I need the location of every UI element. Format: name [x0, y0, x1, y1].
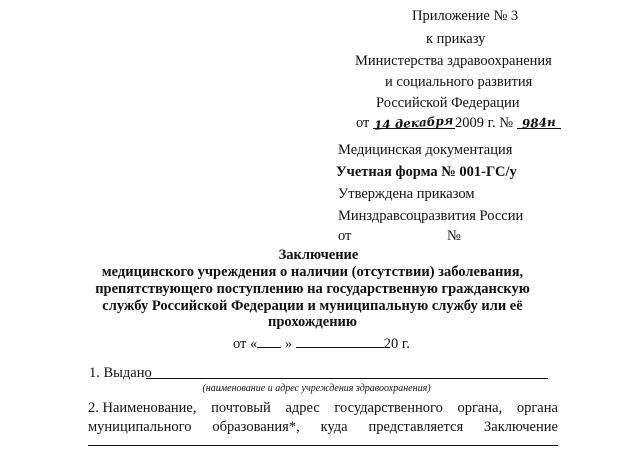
- item-2-word: 2. Наименование,: [88, 400, 197, 416]
- appendix-date-handwritten: 14 декабря: [373, 113, 455, 133]
- item-2-word: органа,: [457, 400, 503, 416]
- document-date-year: 20 г.: [383, 336, 410, 352]
- item-2-word: Заключение: [484, 419, 558, 435]
- document-date: [233, 334, 410, 353]
- appendix-date-prefix: от: [356, 115, 370, 131]
- appendix-date-line: [356, 115, 561, 132]
- document-month-field[interactable]: [296, 334, 384, 348]
- title-line-4: службу Российской Федерации и муниципальную службу или её: [102, 298, 523, 314]
- appendix-line-5: Российской Федерации: [376, 95, 520, 111]
- appendix-number-field: [517, 114, 561, 132]
- item-2-line-1: [88, 400, 558, 417]
- form-block-line-4: Минздравсоцразвития России: [338, 208, 524, 224]
- item-2-input-line[interactable]: [88, 445, 558, 446]
- item-2-word: муниципального: [88, 419, 192, 435]
- form-block-line-5: [338, 228, 461, 245]
- form-block-number: №: [447, 228, 461, 244]
- title-line-5: прохождению: [268, 314, 357, 330]
- document-date-from: от «: [233, 336, 258, 352]
- document-day-field[interactable]: [257, 334, 281, 348]
- appendix-line-2: к приказу: [426, 31, 486, 47]
- appendix-line-4: и социального развития: [385, 74, 533, 90]
- item-2-line-2: [88, 419, 558, 436]
- form-block-line-1: Медицинская документация: [338, 142, 513, 158]
- appendix-date-suffix: 2009 г. №: [455, 115, 514, 131]
- document-title: Заключение: [278, 247, 359, 263]
- item-2-word: государственного: [334, 400, 443, 416]
- form-title: Учетная форма № 001-ГС/у: [336, 164, 517, 180]
- item-2-word: куда: [320, 419, 348, 435]
- item-2-word: образования*,: [212, 419, 300, 435]
- item-2-word: почтовый: [211, 400, 271, 416]
- item-2-word: органа: [516, 400, 558, 416]
- issued-note: (наименование и адрес учреждения здравоохранения): [202, 383, 431, 394]
- item-2-word: представляется: [368, 419, 464, 435]
- item-2-word: адрес: [285, 400, 320, 416]
- appendix-line-3: Министерства здравоохранения: [355, 53, 552, 69]
- form-block-from: от: [338, 228, 352, 244]
- form-block-line-3: Утверждена приказом: [338, 186, 475, 202]
- issued-input-line[interactable]: [146, 378, 548, 379]
- title-line-2: медицинского учреждения о наличии (отсутствии) заболевания,: [101, 264, 524, 280]
- issued-label: 1. Выдано: [89, 365, 152, 381]
- appendix-date-field: [373, 113, 455, 133]
- appendix-line-1: Приложение № 3: [412, 8, 519, 24]
- appendix-number-handwritten: 984н: [521, 114, 556, 132]
- title-line-3: препятствующего поступлению на государственную гражданскую: [95, 281, 530, 297]
- document-date-close-quote: »: [284, 336, 293, 352]
